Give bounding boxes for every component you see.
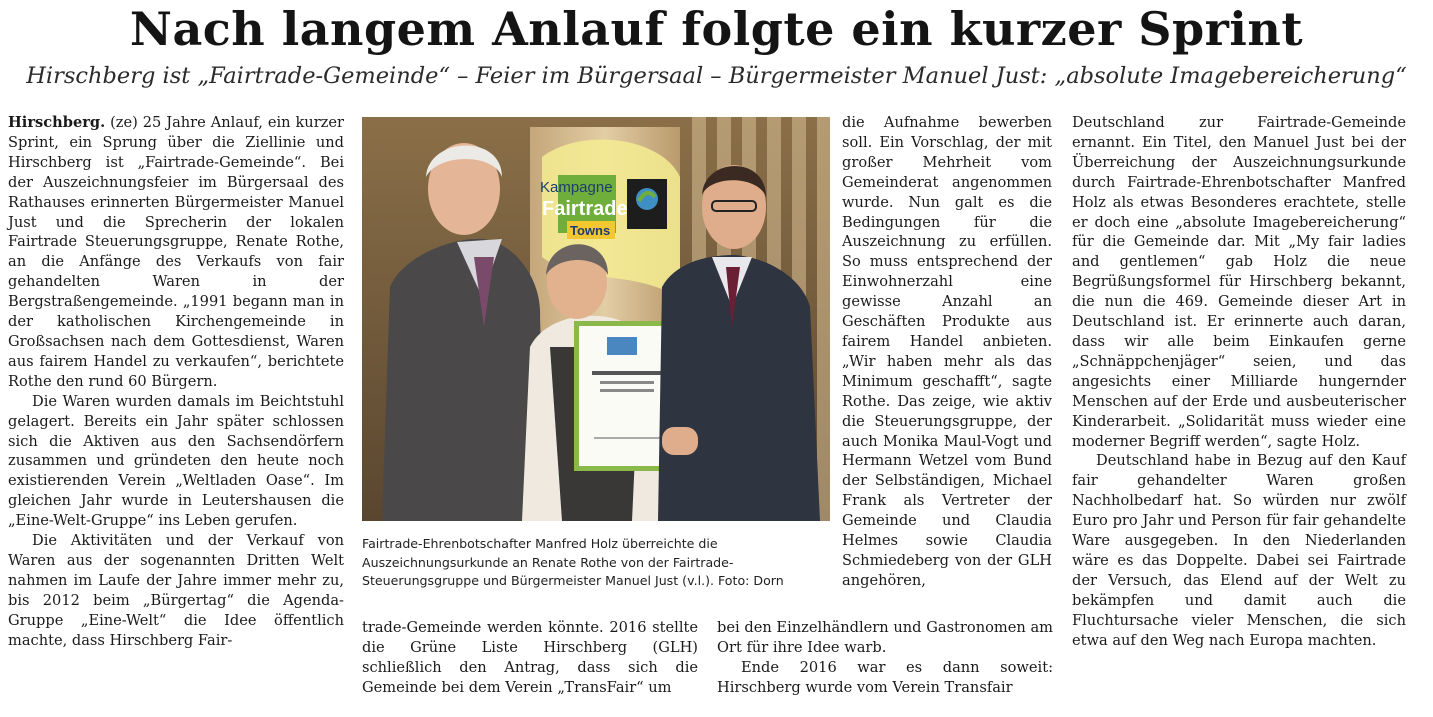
paragraph: die Aufnahme bewerben soll. Ein Vorschlag, der mit großer Mehrheit vom Gemeinderat angenommen wurde. Nun galt es die Bedingungen für die Auszeichnung zu erfüllen. So muss entsprechend der Einwohnerzahl eine gewisse Anzahl an Geschäften Produkte aus fairem Handel anbieten. „Wir haben mehr als das Minimum geschafft“, sagte Rothe. Das zeige, wie aktiv die Steuerungsgruppe, der auch Monika Maul-Vogt und Hermann Wetzel vom Bund der Selbständigen, Michael Frank als Vertreter der Gemeinde und Claudia Helmes sowie Claudia Schmiedeberg von der GLH angehören, [842,114,1052,589]
caption-text: Fairtrade-Ehrenbotschafter Manfred Holz überreichte die Auszeichnungsurkunde an Renate Rothe von der Fairtrade-Steuerungsgruppe und Bürgermeister Manuel Just (v.l.). [362,536,734,588]
paragraph [8,113,344,392]
banner-line2: Fairtrade [542,198,628,220]
paragraph: Die Aktivitäten und der Verkauf von Waren aus der sogenannten Dritten Welt nahmen im Laufe der Jahre immer mehr zu, bis 2012 beim „Bürgertag“ die Agenda-Gruppe „Eine-Welt“ die Idee öffentlich machte, dass Hirschberg Fair- [8,532,344,649]
paragraph: Deutschland habe in Bezug auf den Kauf fair gehandelter Waren großen Nachholbedarf hat. So würden nur zwölf Euro pro Jahr und Person für fair gehandelte Ware ausgegeben. In den Niederlanden wäre es das Doppelte. Dabei sei Fairtrade der Versuch, das Elend auf der Welt zu bekämpfen und damit auch die Fluchtursache vieler Menschen, die sich etwa auf den Weg nach Europa machten. [1072,452,1406,649]
article-column-1 [8,113,344,650]
banner-line1: Kampagne [540,179,613,196]
article-column-2 [362,618,698,698]
headline: Nach langem Anlauf folgte ein kurzer Sprint [129,2,1304,56]
banner-line3: Towns [570,223,611,238]
article-column-3 [842,113,1052,591]
photo-illustration [362,117,830,521]
photo [362,117,830,521]
photo-credit: Foto: Dorn [714,573,784,588]
subheadline: Hirschberg ist „Fairtrade-Gemeinde“ – Feier im Bürgersaal – Bürgermeister Manuel Just: „absolute Imagebereicherung“ [26,63,1407,89]
article-column-4 [1072,113,1406,650]
paragraph-text: (ze) 25 Jahre Anlauf, ein kurzer Sprint, ein Sprung über die Ziellinie und Hirschberg ist „Fairtrade-Gemeinde“. Bei der Auszeichnungsfeier im Bürgersaal des Rathauses erinnerten Bürgermeister Manuel Just und die Sprecherin der lokalen Fairtrade Steuerungsgruppe, Renate Rothe, an die Anfänge des Verkaufs von fair gehandelten Waren in der Bergstraßengemeinde. „1991 begann man in der katholischen Kirchengemeinde in Großsachsen nach dem Gottesdienst, Waren aus fairem Handel zu verkaufen“, berichtete Rothe den rund 60 Bürgern. [8,114,344,390]
paragraph: Ende 2016 war es dann soweit: Hirschberg wurde vom Verein Transfair [717,658,1053,696]
article-column-3-bottom [717,618,1053,698]
paragraph: trade-Gemeinde werden könnte. 2016 stellte die Grüne Liste Hirschberg (GLH) schließlich den Antrag, dass sich die Gemeinde bei dem Verein „TransFair“ um [362,619,698,696]
paragraph: Die Waren wurden damals im Beichtstuhl gelagert. Bereits ein Jahr später schlossen sich die Aktiven aus den Sachsendörfern zusammen und gründeten den heute noch existierenden Verein „Weltladen Oase“. Im gleichen Jahr wurde in Leutershausen die „Eine-Welt-Gruppe“ ins Leben gerufen. [8,392,344,530]
photo-caption [362,535,830,591]
paragraph: Deutschland zur Fairtrade-Gemeinde ernannt. Ein Titel, den Manuel Just bei der Überreichung der Auszeichnungsurkunde durch Fairtrade-Ehrenbotschafter Manfred Holz als etwas Besonderes erachtete, stelle er doch eine „absolute Imagebereicherung“ für die Gemeinde dar. Mit „My fair ladies and gentlemen“ gab Holz die neue Begrüßungsformel für Hirschberg bekannt, die nun die 469. Gemeinde dieser Art in Deutschland ist. Er erinnerte auch daran, dass wir alle beim Einkaufen gerne „Schnäppchenjäger“ seien, und das angesichts einer Milliarde hungernder Menschen auf der Erde und ausbeuterischer Kinderarbeit. „Solidarität muss wieder eine moderner Begriff werden“, sagte Holz. [1072,114,1406,450]
paragraph: bei den Einzelhändlern und Gastronomen am Ort für ihre Idee warb. [717,619,1053,656]
dateline: Hirschberg. [8,114,106,131]
